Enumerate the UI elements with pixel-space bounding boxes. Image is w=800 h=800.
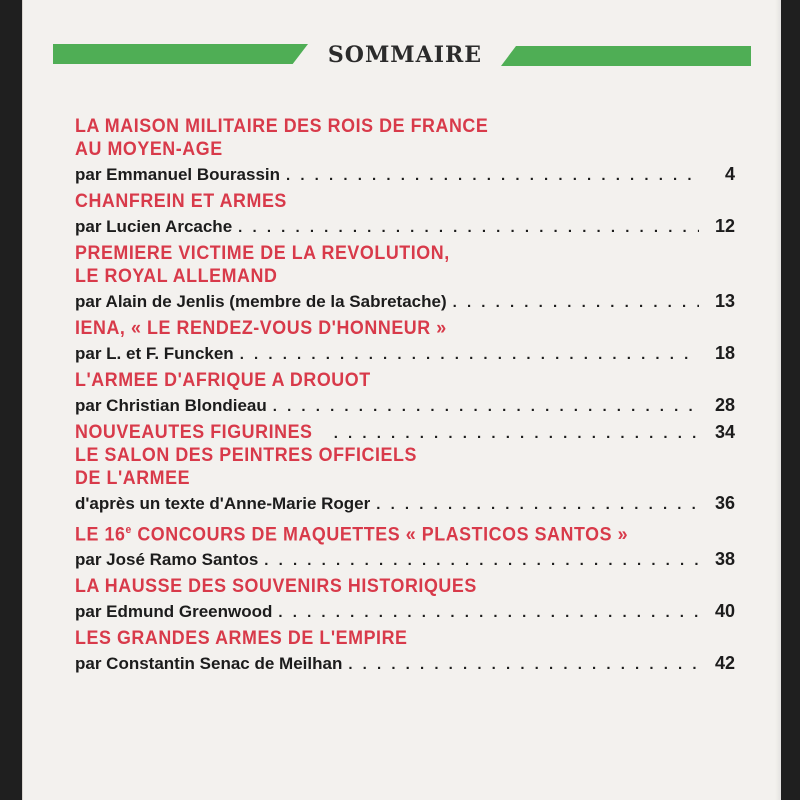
leader-dots bbox=[273, 393, 699, 420]
page-title: SOMMAIRE bbox=[327, 42, 483, 68]
entry-byline bbox=[75, 340, 735, 368]
leader-dots bbox=[238, 214, 699, 241]
entry-title: LE ROYAL ALLEMAND bbox=[75, 266, 278, 287]
entry-title: LES GRANDES ARMES DE L'EMPIRE bbox=[75, 628, 408, 650]
header bbox=[53, 40, 753, 80]
entry-byline bbox=[75, 392, 735, 420]
entry-byline bbox=[75, 598, 735, 626]
entry-title: L'ARMEE D'AFRIQUE A DROUOT bbox=[75, 370, 371, 391]
entry-byline bbox=[75, 213, 735, 241]
toc-entry bbox=[75, 115, 735, 189]
leader-dots bbox=[334, 425, 699, 442]
toc-entry bbox=[75, 519, 735, 574]
leader-dots bbox=[376, 491, 699, 518]
entry-title: LE SALON DES PEINTRES OFFICIELS bbox=[75, 445, 417, 466]
magazine-page bbox=[22, 0, 781, 800]
entry-title: IENA, « LE RENDEZ-VOUS D'HONNEUR » bbox=[75, 318, 447, 339]
entry-author: par L. et F. Funcken bbox=[75, 344, 234, 363]
toc-entry bbox=[75, 575, 735, 626]
entry-author: par Lucien Arcache bbox=[75, 217, 233, 236]
entry-page-number: 36 bbox=[714, 493, 735, 513]
entry-title: PREMIERE VICTIME DE LA REVOLUTION, bbox=[75, 243, 450, 264]
toc-entry bbox=[75, 627, 735, 678]
entry-title: NOUVEAUTES FIGURINES bbox=[75, 422, 313, 443]
entry-page-number: 28 bbox=[714, 395, 735, 415]
toc-entry bbox=[75, 444, 735, 518]
toc-entry bbox=[75, 317, 735, 368]
entry-page-number: 18 bbox=[714, 343, 735, 363]
toc-entry bbox=[75, 242, 735, 316]
entry-author: par Christian Blondieau bbox=[75, 396, 267, 415]
entry-page-number: 4 bbox=[724, 164, 735, 184]
leader-dots bbox=[278, 599, 699, 626]
toc-entry bbox=[75, 369, 735, 420]
leader-dots bbox=[348, 651, 699, 678]
toc-entry bbox=[75, 421, 735, 444]
entry-title: AU MOYEN-AGE bbox=[75, 139, 223, 160]
green-bar-right bbox=[501, 46, 751, 66]
entry-byline bbox=[75, 161, 735, 189]
entry-page-number: 40 bbox=[714, 601, 735, 622]
entry-title-line bbox=[75, 421, 735, 444]
leader-dots bbox=[453, 289, 699, 316]
entry-byline bbox=[75, 490, 735, 518]
entry-author: par Constantin Senac de Meilhan bbox=[75, 654, 343, 674]
entry-title-sup: e bbox=[125, 524, 132, 536]
entry-author: d'après un texte d'Anne-Marie Roger bbox=[75, 494, 371, 513]
entry-title-post: CONCOURS DE MAQUETTES « PLASTICOS SANTOS » bbox=[131, 524, 629, 546]
leader-dots bbox=[264, 547, 699, 574]
entry-author: par Edmund Greenwood bbox=[75, 602, 273, 622]
entry-page-number: 34 bbox=[714, 422, 735, 442]
leader-dots bbox=[240, 341, 699, 368]
entry-author: par Emmanuel Bourassin bbox=[75, 165, 281, 184]
entry-byline bbox=[75, 288, 735, 316]
entry-title: LA MAISON MILITAIRE DES ROIS DE FRANCE bbox=[75, 116, 489, 137]
entry-title: DE L'ARMEE bbox=[75, 468, 191, 489]
entry-byline bbox=[75, 546, 735, 574]
entry-title: LA HAUSSE DES SOUVENIRS HISTORIQUES bbox=[75, 576, 477, 598]
entry-title bbox=[75, 519, 695, 546]
leader-dots bbox=[286, 162, 699, 189]
entry-title-pre: LE 16 bbox=[75, 524, 126, 546]
entry-page-number: 12 bbox=[714, 216, 735, 236]
table-of-contents bbox=[75, 115, 735, 679]
entry-author: par Alain de Jenlis (membre de la Sabretache) bbox=[75, 292, 447, 311]
toc-entry bbox=[75, 190, 735, 241]
entry-page-number: 38 bbox=[714, 549, 735, 570]
entry-page-number: 42 bbox=[714, 653, 735, 674]
entry-title: CHANFREIN ET ARMES bbox=[75, 191, 287, 212]
green-bar-left bbox=[53, 44, 308, 64]
entry-page-number: 13 bbox=[714, 291, 735, 311]
entry-author: par José Ramo Santos bbox=[75, 550, 259, 570]
entry-byline bbox=[75, 650, 735, 678]
